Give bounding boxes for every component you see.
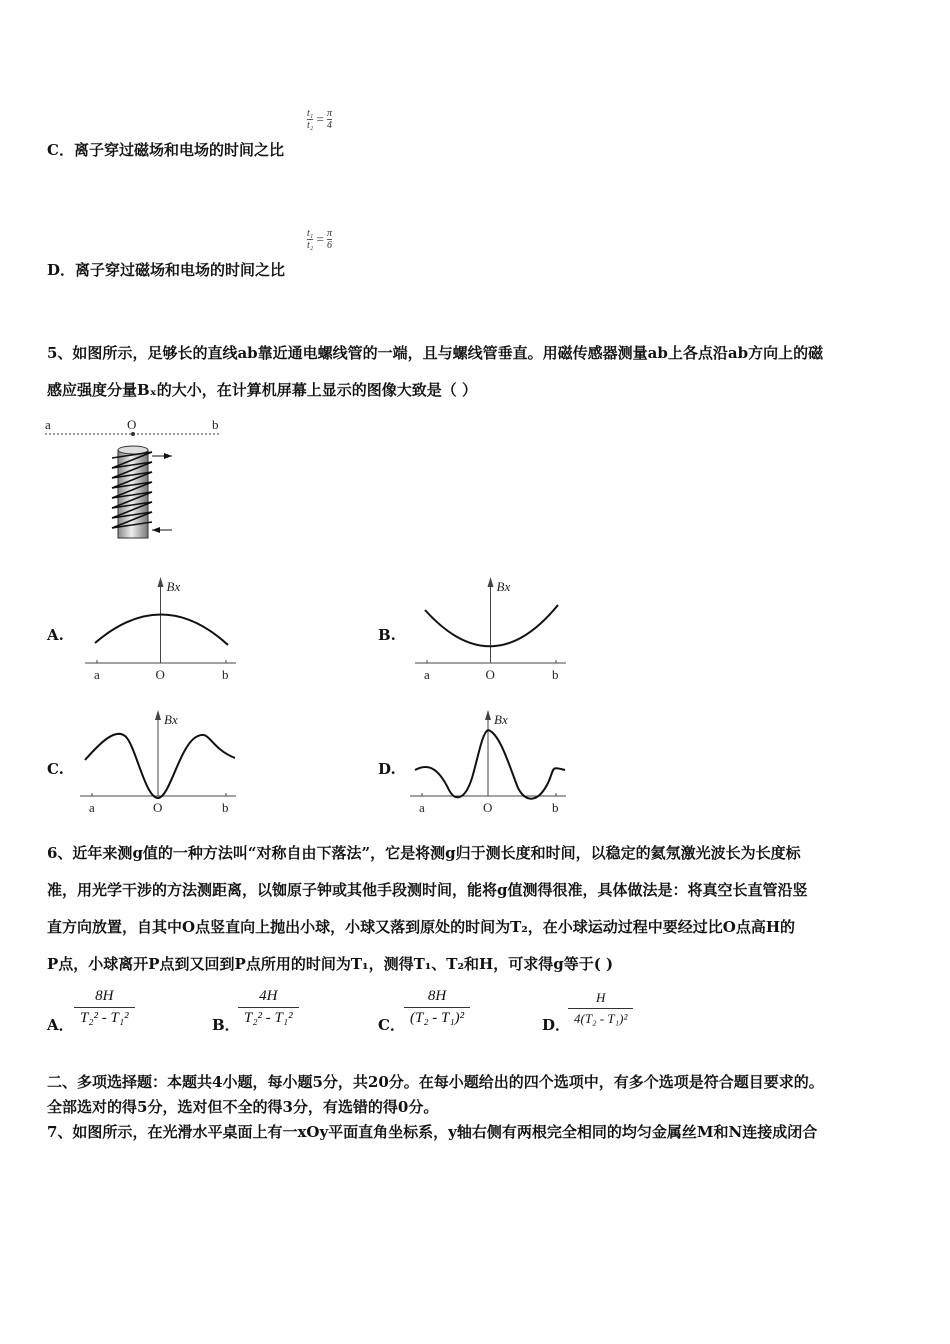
tick-label-b: b — [552, 667, 559, 682]
q6-option-c-frac — [404, 988, 470, 1027]
q4-option-d-text: 离子穿过磁场和电场的时间之比 — [75, 261, 286, 279]
q6-option-a-label: A． — [47, 1016, 74, 1034]
q5-option-d-label: D. — [378, 760, 396, 778]
q6-option-d-frac — [568, 990, 633, 1027]
formula-d-num-right: π — [327, 228, 333, 239]
fig-label-a: a — [45, 417, 51, 432]
q4-option-c — [47, 140, 284, 160]
section2-line1: 二、多项选择题：本题共4小题，每小题5分，共20分。在每小题给出的四个选项中，有多个选项是符合题目要求的。 — [47, 1073, 824, 1091]
y-axis-arrow-icon — [158, 577, 164, 587]
q6-option-b-num: 4H — [259, 988, 278, 1004]
q7-line1: 7、如图所示，在光滑水平桌面上有一xOy平面直角坐标系，y轴右侧有两根完全相同的均匀金属丝M和N连接成闭合 — [47, 1123, 818, 1141]
point-o — [131, 432, 135, 436]
formula-c-den-right: 4 — [327, 120, 333, 131]
formula-c-num-right: π — [327, 108, 333, 119]
tick-label-b: b — [552, 800, 559, 815]
q6-option-c-den: (T₂ - T₁)² — [404, 1007, 470, 1027]
tick-label-b: b — [222, 667, 229, 682]
q6-line1: 6、近年来测g值的一种方法叫“对称自由下落法”，它是将测g归于测长度和时间，以稳定的氦氖激光波长为长度标 — [47, 844, 801, 862]
y-axis-label: Bx — [496, 579, 511, 594]
q5-option-c-label: C. — [47, 760, 64, 778]
tick-label-a: a — [419, 800, 425, 815]
arrow-top-icon — [164, 453, 172, 459]
q6-option-a-num: 8H — [95, 988, 114, 1004]
graph-d — [410, 708, 570, 818]
q6-option-b-label: B． — [212, 1016, 240, 1034]
y-axis-arrow-icon — [488, 577, 494, 587]
graph-a — [85, 575, 240, 685]
bx-curve — [85, 734, 235, 798]
q5-line1: 5、如图所示，足够长的直线ab靠近通电螺线管的一端，且与螺线管垂直。用磁传感器测量ab上各点沿ab方向上的磁 — [47, 344, 824, 362]
arrow-bottom-icon — [152, 527, 160, 533]
q6-line4: P点，小球离开P点到又回到P点所用的时间为T₁，测得T₁、T₂和H，可求得g等于( ) — [47, 955, 614, 973]
formula-c: $\frac{\text{t₁}}{\text{t₂}}$ = $\frac{\pi}{4}$ — [307, 108, 333, 131]
tick-label-b: b — [222, 800, 229, 815]
q4-option-c-text: 离子穿过磁场和电场的时间之比 — [73, 141, 284, 159]
fig-label-b: b — [212, 417, 219, 432]
formula-d-den-right: 6 — [327, 240, 333, 251]
q4-option-c-label: C． — [47, 141, 74, 159]
bx-curve — [415, 730, 565, 799]
q6-option-d-den: 4(T₂ - T₁)² — [568, 1008, 633, 1027]
q6-option-d-label: D． — [542, 1016, 571, 1034]
solenoid-figure — [40, 412, 240, 547]
y-axis-label: Bx — [166, 579, 181, 594]
q6-option-c-num: 8H — [427, 988, 447, 1004]
formula-d: $\frac{\text{t₁}}{\text{t₂}}$ = $\frac{\pi}{6}$ — [307, 228, 333, 251]
q6-option-c-label: C． — [378, 1016, 405, 1034]
y-axis-arrow-icon — [155, 710, 161, 720]
bx-curve — [95, 614, 228, 645]
q6-line2: 准，用光学干涉的方法测距离，以铷原子钟或其他手段测时间，能将g值测得很准，具体做法是：将真空长直管沿竖 — [47, 881, 808, 899]
q6-option-a-frac — [74, 988, 135, 1027]
section2-line2: 全部选对的得5分，选对但不全的得3分，有选错的得0分。 — [47, 1098, 439, 1116]
tick-label-o: O — [483, 800, 493, 815]
formula-d-den-left: t₂ — [307, 240, 314, 251]
graph-b — [415, 575, 570, 685]
y-axis-label: Bx — [164, 712, 178, 727]
tick-label-a: a — [424, 667, 430, 682]
q4-option-d — [47, 260, 285, 280]
q5-line2: 感应强度分量Bₓ的大小，在计算机屏幕上显示的图像大致是（ ） — [47, 381, 478, 399]
graph-c — [80, 708, 240, 818]
formula-d-num-left: t₁ — [307, 228, 314, 239]
q6-option-b-frac — [238, 988, 299, 1027]
q6-line3: 直方向放置，自其中O点竖直向上抛出小球，小球又落到原处的时间为T₂，在小球运动过程中要经过比O点高H的 — [47, 918, 796, 936]
tick-label-o: O — [153, 800, 163, 815]
tick-label-a: a — [94, 667, 100, 682]
q6-option-d-num: H — [596, 990, 606, 1005]
q4-option-d-label: D． — [47, 261, 76, 279]
tick-label-o: O — [485, 667, 495, 682]
formula-c-num-left: t₁ — [307, 108, 314, 119]
q6-option-a-den: T₂² - T₁² — [74, 1007, 135, 1027]
y-axis-label: Bx — [494, 712, 508, 727]
q5-option-a-label: A. — [47, 626, 64, 644]
tick-label-a: a — [89, 800, 95, 815]
y-axis-arrow-icon — [485, 710, 491, 720]
tick-label-o: O — [155, 667, 165, 682]
bx-curve — [425, 605, 558, 646]
q6-option-b-den: T₂² - T₁² — [238, 1007, 299, 1027]
fig-label-o: O — [127, 417, 137, 432]
formula-c-den-left: t₂ — [307, 120, 314, 131]
q5-option-b-label: B. — [378, 626, 396, 644]
